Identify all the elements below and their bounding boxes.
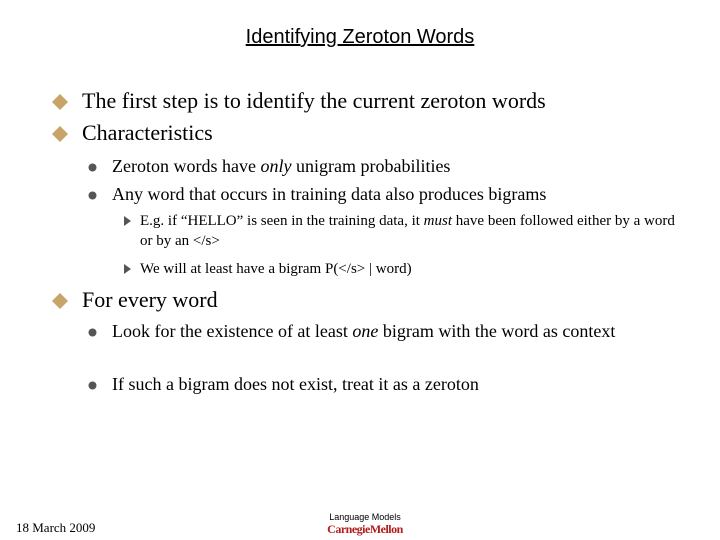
dot-bullet-icon: [88, 154, 112, 178]
carnegie-mellon-logo: CarnegieMellon: [327, 522, 403, 536]
footer-branding: [320, 512, 410, 536]
bullet-text: We will at least have a bigram P(</s> | word): [140, 261, 412, 277]
sub-sub-bullet-item: [124, 259, 684, 280]
bullet-item: [52, 87, 546, 117]
bullet-text: Any word that occurs in training data also produces bigrams: [112, 184, 547, 204]
sub-bullet-item: [88, 154, 648, 178]
sub-bullet-item: [88, 182, 648, 206]
bullet-text: If such a bigram does not exist, treat it as a zeroton: [112, 374, 479, 394]
triangle-bullet-icon: [124, 211, 140, 232]
bullet-item: [52, 119, 213, 149]
bullet-text: Look for the existence of at least one bigram with the word as context: [112, 321, 616, 341]
sub-bullet-item: [88, 372, 648, 396]
triangle-bullet-icon: [124, 259, 140, 280]
footer-topic: Language Models: [329, 512, 401, 522]
diamond-bullet-icon: [52, 87, 82, 117]
slide-title: Identifying Zeroton Words: [245, 26, 475, 48]
footer-date: 18 March 2009: [16, 520, 96, 535]
diamond-bullet-icon: [52, 286, 82, 316]
dot-bullet-icon: [88, 319, 112, 343]
dot-bullet-icon: [88, 372, 112, 396]
bullet-item: [52, 286, 218, 316]
bullet-text: E.g. if “HELLO” is seen in the training data, it must have been followed either by a word or by an </s>: [140, 213, 675, 249]
bullet-text: For every word: [82, 287, 218, 312]
bullet-text: Characteristics: [82, 120, 213, 145]
sub-bullet-item: [88, 319, 648, 343]
bullet-text: Zeroton words have only unigram probabilities: [112, 156, 451, 176]
dot-bullet-icon: [88, 182, 112, 206]
diamond-bullet-icon: [52, 119, 82, 149]
bullet-text: The first step is to identify the current zeroton words: [82, 88, 546, 113]
sub-sub-bullet-item: [124, 211, 684, 251]
